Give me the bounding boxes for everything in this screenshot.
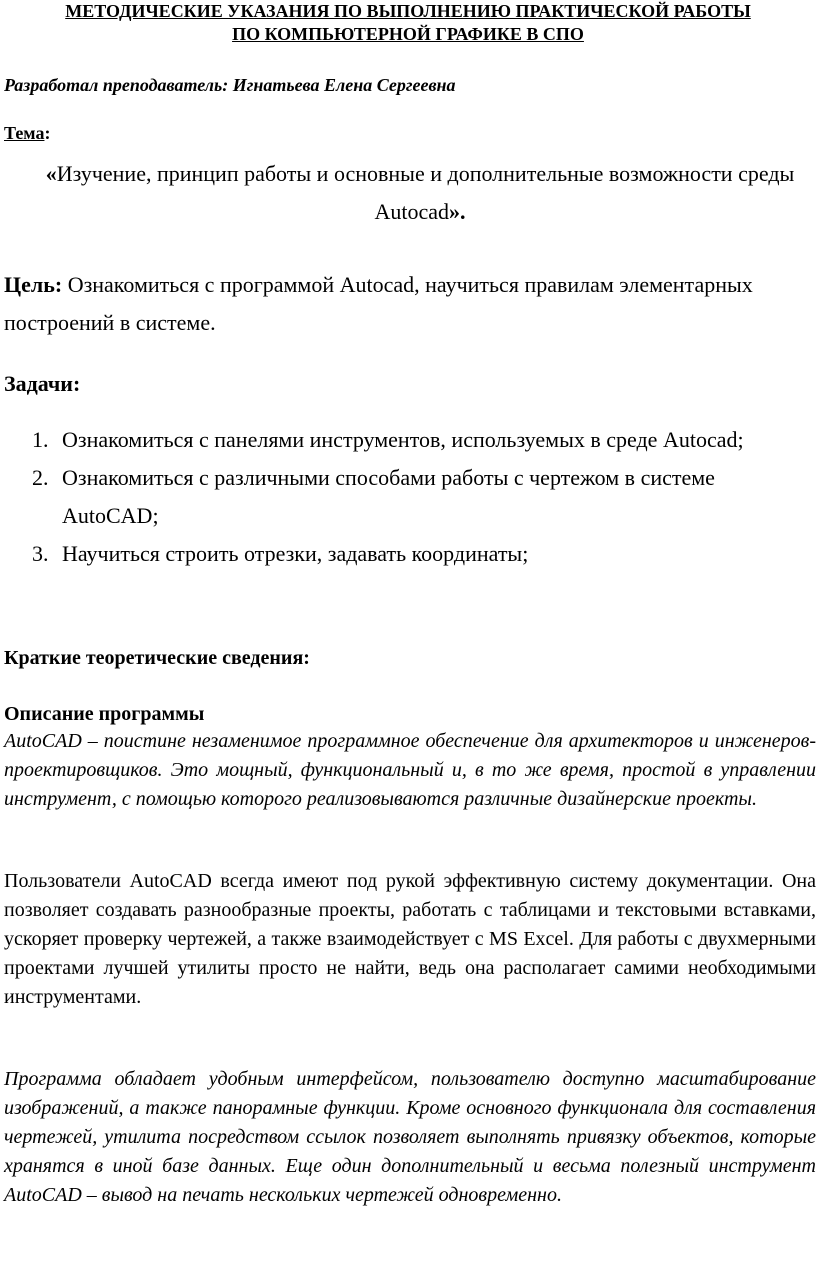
- task-item: [4, 459, 804, 535]
- title-line-1: МЕТОДИЧЕСКИЕ УКАЗАНИЯ ПО ВЫПОЛНЕНИЮ ПРАКТИЧЕСКОЙ РАБОТЫ: [65, 1, 751, 21]
- description-heading: Описание программы: [4, 703, 205, 725]
- topic-label: Тема: [4, 123, 45, 143]
- task-number: 1.: [32, 427, 49, 452]
- tasks-heading: Задачи:: [4, 371, 81, 396]
- paragraph-intro: AutoCAD – поистине незаменимое программное обеспечение для архитекторов и инженеров-проектировщиков. Это мощный, функциональный и, в то же время, простой в управлении инструмент, с помощью которого реализовываются различные дизайнерские проекты.: [4, 730, 816, 810]
- topic-open-quote: «: [45, 161, 57, 186]
- goal-section: [4, 266, 804, 342]
- topic-body: Изучение, принцип работы и основные и дополнительные возможности среды Autocad: [56, 161, 795, 224]
- document-title: [0, 0, 816, 46]
- topic-colon: :: [44, 123, 51, 143]
- task-text: Ознакомиться с различными способами работы с чертежом в системе AutoCAD;: [62, 465, 715, 528]
- goal-text: Ознакомиться с программой Autocad, научиться правилам элементарных построений в системе.: [4, 272, 753, 335]
- task-text: Научиться строить отрезки, задавать координаты;: [62, 541, 529, 566]
- title-line-2: ПО КОМПЬЮТЕРНОЙ ГРАФИКЕ В СПО: [232, 24, 584, 44]
- topic-close-quote: ».: [449, 199, 466, 224]
- task-text: Ознакомиться с панелями инструментов, используемых в среде Autocad;: [62, 427, 744, 452]
- task-item: [4, 535, 804, 573]
- task-number: 3.: [32, 541, 49, 566]
- task-number: 2.: [32, 465, 49, 490]
- topic-text: [30, 155, 810, 231]
- tasks-list: [4, 421, 804, 573]
- theory-heading: Краткие теоретические сведения:: [4, 647, 310, 669]
- author-line: Разработал преподаватель: Игнатьева Елена Сергеевна: [4, 75, 456, 95]
- topic-heading: [4, 122, 50, 145]
- paragraph-interface: Программа обладает удобным интерфейсом, пользователю доступно масштабирование изображений, а также панорамные функции. Кроме основного функционала для составления чертежей, утилита посредством ссылок позволяет выполнять привязку объектов, которые хранятся в иной базе данных. Еще один дополнительный и весьма полезный инструмент AutoCAD – вывод на печать нескольких чертежей одновременно.: [4, 1068, 816, 1206]
- goal-label: Цель:: [4, 272, 63, 297]
- task-item: [4, 421, 804, 459]
- paragraph-documentation: Пользователи AutoCAD всегда имеют под рукой эффективную систему документации. Она позволяет создавать разнообразные проекты, работать с таблицами и текстовыми вставками, ускоряет проверку чертежей, а также взаимодействует с MS Excel. Для работы с двухмерными проектами лучшей утилиты просто не найти, ведь она располагает самими необходимыми инструментами.: [4, 870, 816, 1008]
